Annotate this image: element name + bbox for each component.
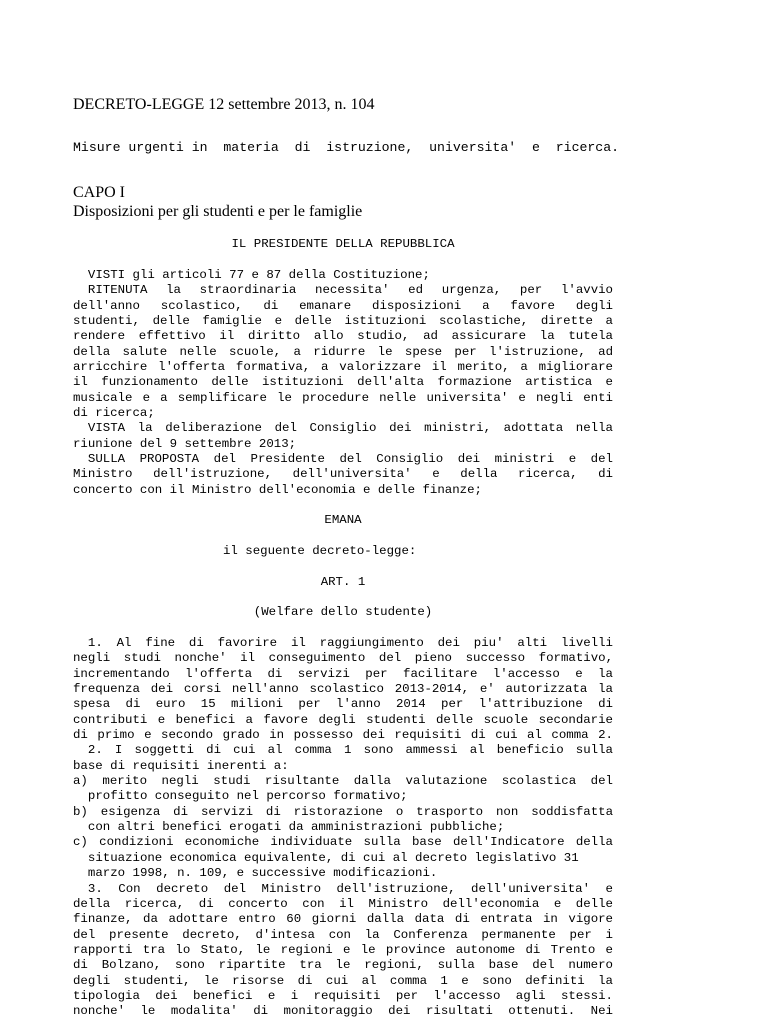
article-number: ART. 1 xyxy=(320,575,366,589)
article-line: base di requisiti inerenti a: xyxy=(73,758,289,773)
article-line: tipologia dei benefici e i requisiti per l'accesso agli stessi. xyxy=(73,988,613,1003)
preamble-line: concerto con il Ministro dell'economia e delle finanze; xyxy=(73,482,482,497)
article-line: della ricerca, di concerto con il Ministro dell'economia e delle xyxy=(73,896,613,911)
preamble-line: studenti, delle famiglie e delle istituzioni scolastiche, dirette a xyxy=(73,314,613,329)
article-body xyxy=(73,636,613,1020)
article-line: rapporti tra lo Stato, le regioni e le province autonome di Trento e xyxy=(73,942,613,957)
article-line: situazione economica equivalente, di cui al decreto legislativo 31 xyxy=(87,850,579,865)
preamble-line: il funzionamento delle istituzioni dell'alta formazione artistica e xyxy=(73,375,613,390)
article-line: marzo 1998, n. 109, e successive modificazioni. xyxy=(87,866,438,881)
article-line: degli studenti, le risorse di cui al comma 1 e sono definiti la xyxy=(73,973,613,988)
article-line: spesa di euro 15 milioni per l'anno 2014 per l'attribuzione di xyxy=(73,697,613,712)
article-line: frequenza dei corsi nell'anno scolastico 2013-2014, e' autorizzata la xyxy=(73,682,613,697)
chapter-number: CAPO I xyxy=(73,184,126,201)
article-line: 1. Al fine di favorire il raggiungimento dei piu' alti livelli xyxy=(87,636,613,650)
preamble-line: di ricerca; xyxy=(73,406,155,421)
article-line: negli studi nonche' il conseguimento del pieno successo formativo, xyxy=(73,651,613,666)
article-line: a) merito negli studi risultante dalla valutazione scolastica del xyxy=(73,774,613,789)
preamble-line: Ministro dell'istruzione, dell'universita' e della ricerca, di xyxy=(73,467,613,482)
preamble-line: rendere effettivo il diritto allo studio, ad assicurare la tutela xyxy=(73,329,613,344)
article-line: profitto conseguito nel percorso formativo; xyxy=(87,789,408,804)
decree-intro: il seguente decreto-legge: xyxy=(223,544,417,558)
emana-heading: EMANA xyxy=(324,513,362,527)
preamble-line: VISTI gli articoli 77 e 87 della Costituzione; xyxy=(87,268,430,282)
article-line: del presente decreto, d'intesa con la Conferenza permanente per i xyxy=(73,927,613,942)
article-line: di primo e secondo grado in possesso dei requisiti di cui al comma 2. xyxy=(73,728,613,743)
preamble xyxy=(73,268,613,498)
article-line: nonche' le modalita' di monitoraggio dei risultati ottenuti. Nei xyxy=(73,1004,613,1019)
chapter-heading xyxy=(73,183,362,221)
preamble-line: SULLA PROPOSTA del Presidente del Consiglio dei ministri e del xyxy=(87,452,613,467)
preamble-line: della salute nelle scuole, a ridurre le spese per l'istruzione, ad xyxy=(73,344,613,359)
article-line: b) esigenza di servizi di ristorazione o trasporto non soddisfatta xyxy=(73,804,613,819)
preamble-line: arricchire l'offerta formativa, a valorizzare il merito, a migliorare xyxy=(73,360,613,375)
article-line: finanze, da adottare entro 60 giorni dalla data di entrata in vigore xyxy=(73,912,613,927)
preamble-line: riunione del 9 settembre 2013; xyxy=(73,436,297,451)
chapter-title: Disposizioni per gli studenti e per le famiglie xyxy=(73,203,363,220)
article-line: contributi e benefici a favore degli studenti delle scuole secondarie xyxy=(73,712,613,727)
preamble-line: VISTA la deliberazione del Consiglio dei ministri, adottata nella xyxy=(87,421,613,436)
article-line: 2. I soggetti di cui al comma 1 sono ammessi al beneficio sulla xyxy=(87,743,613,758)
president-heading: IL PRESIDENTE DELLA REPUBBLICA xyxy=(231,237,455,251)
decree-title: DECRETO-LEGGE 12 settembre 2013, n. 104 xyxy=(73,96,375,113)
preamble-line: RITENUTA la straordinaria necessita' ed urgenza, per l'avvio xyxy=(87,283,613,298)
article-line: c) condizioni economiche individuate sulla base dell'Indicatore della xyxy=(73,835,613,850)
article-line: incrementando l'offerta di servizi per facilitare l'accesso e la xyxy=(73,666,613,681)
decree-subtitle: Misure urgenti in materia di istruzione, universita' e ricerca. xyxy=(73,140,620,155)
article-line: 3. Con decreto del Ministro dell'istruzione, dell'universita' e xyxy=(87,881,613,896)
article-line: con altri benefici erogati da amministrazioni pubbliche; xyxy=(87,820,505,835)
article-title: (Welfare dello studente) xyxy=(253,605,433,619)
preamble-line: musicale e a semplificare le procedure nelle universita' e negli enti xyxy=(73,390,613,405)
preamble-line: dell'anno scolastico, di emanare disposizioni a favore degli xyxy=(73,298,613,313)
article-line: di Bolzano, sono ripartite tra le regioni, sulla base del numero xyxy=(73,958,613,973)
